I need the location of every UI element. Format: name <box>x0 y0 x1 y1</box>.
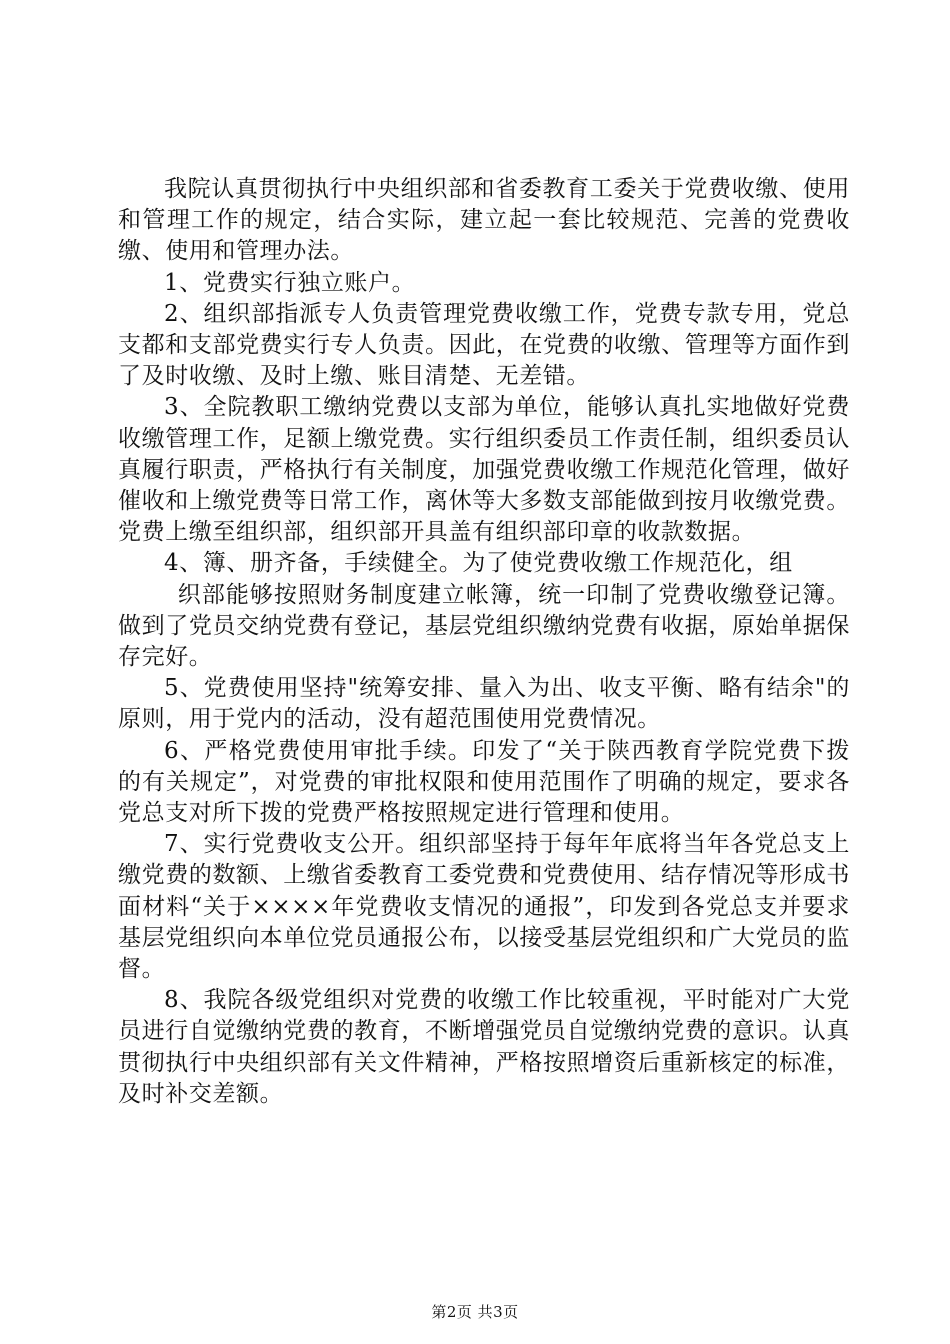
paragraph-item-2: 2、组织部指派专人负责管理党费收缴工作，党费专款专用，党总支都和支部党费实行专人负责。因此，在党费的收缴、管理等方面作到了及时收缴、及时上缴、账目清楚、无差错。 <box>118 300 850 390</box>
paragraph-intro: 我院认真贯彻执行中央组织部和省委教育工委关于党费收缴、使用和管理工作的规定，结合实际，建立起一套比较规范、完善的党费收缴、使用和管理办法。 <box>118 176 850 265</box>
paragraph-item-4: 4、簿、册齐备，手续健全。为了使党费收缴工作规范化，组 <box>164 550 793 577</box>
paragraph-item-3: 3、全院教职工缴纳党费以支部为单位，能够认真扎实地做好党费收缴管理工作，足额上缴党费。实行组织委员工作责任制，组织委员认真履行职责，严格执行有关制度，加强党费收缴工作规范化管理，做好催收和上缴党费等日常工作，离休等大多数支部能做到按月收缴党费。党费上缴至组织部，组织部开具盖有组织部印章的收款数据。 <box>118 394 850 546</box>
page-number-footer: 第2页 共3页 <box>431 1303 519 1321</box>
paragraph-item-4-continued: 织部能够按照财务制度建立帐簿，统一印制了党费收缴登记簿。做到了党员交纳党费有登记，基层党组织缴纳党费有收据，原始单据保存完好。 <box>118 581 850 671</box>
paragraph-item-5: 5、党费使用坚持"统筹安排、量入为出、收支平衡、略有结余"的原则，用于党内的活动，没有超范围使用党费情况。 <box>118 675 850 733</box>
paragraph-item-6: 6、严格党费使用审批手续。印发了“关于陕西教育学院党费下拨的有关规定”，对党费的审批权限和使用范围作了明确的规定，要求各党总支对所下拨的党费严格按照规定进行管理和使用。 <box>118 737 850 827</box>
document-body <box>118 174 850 1110</box>
paragraph-item-8: 8、我院各级党组织对党费的收缴工作比较重视，平时能对广大党员进行自觉缴纳党费的教育，不断增强党员自觉缴纳党费的意识。认真贯彻执行中央组织部有关文件精神，严格按照增资后重新核定的标准，及时补交差额。 <box>118 987 850 1107</box>
paragraph-item-7: 7、实行党费收支公开。组织部坚持于每年年底将当年各党总支上缴党费的数额、上缴省委教育工委党费和党费使用、结存情况等形成书面材料“关于××××年党费收支情况的通报”，印发到各党总支并要求基层党组织向本单位党员通报公布，以接受基层党组织和广大党员的监督。 <box>118 831 850 983</box>
paragraph-item-1: 1、党费实行独立账户。 <box>164 269 416 296</box>
